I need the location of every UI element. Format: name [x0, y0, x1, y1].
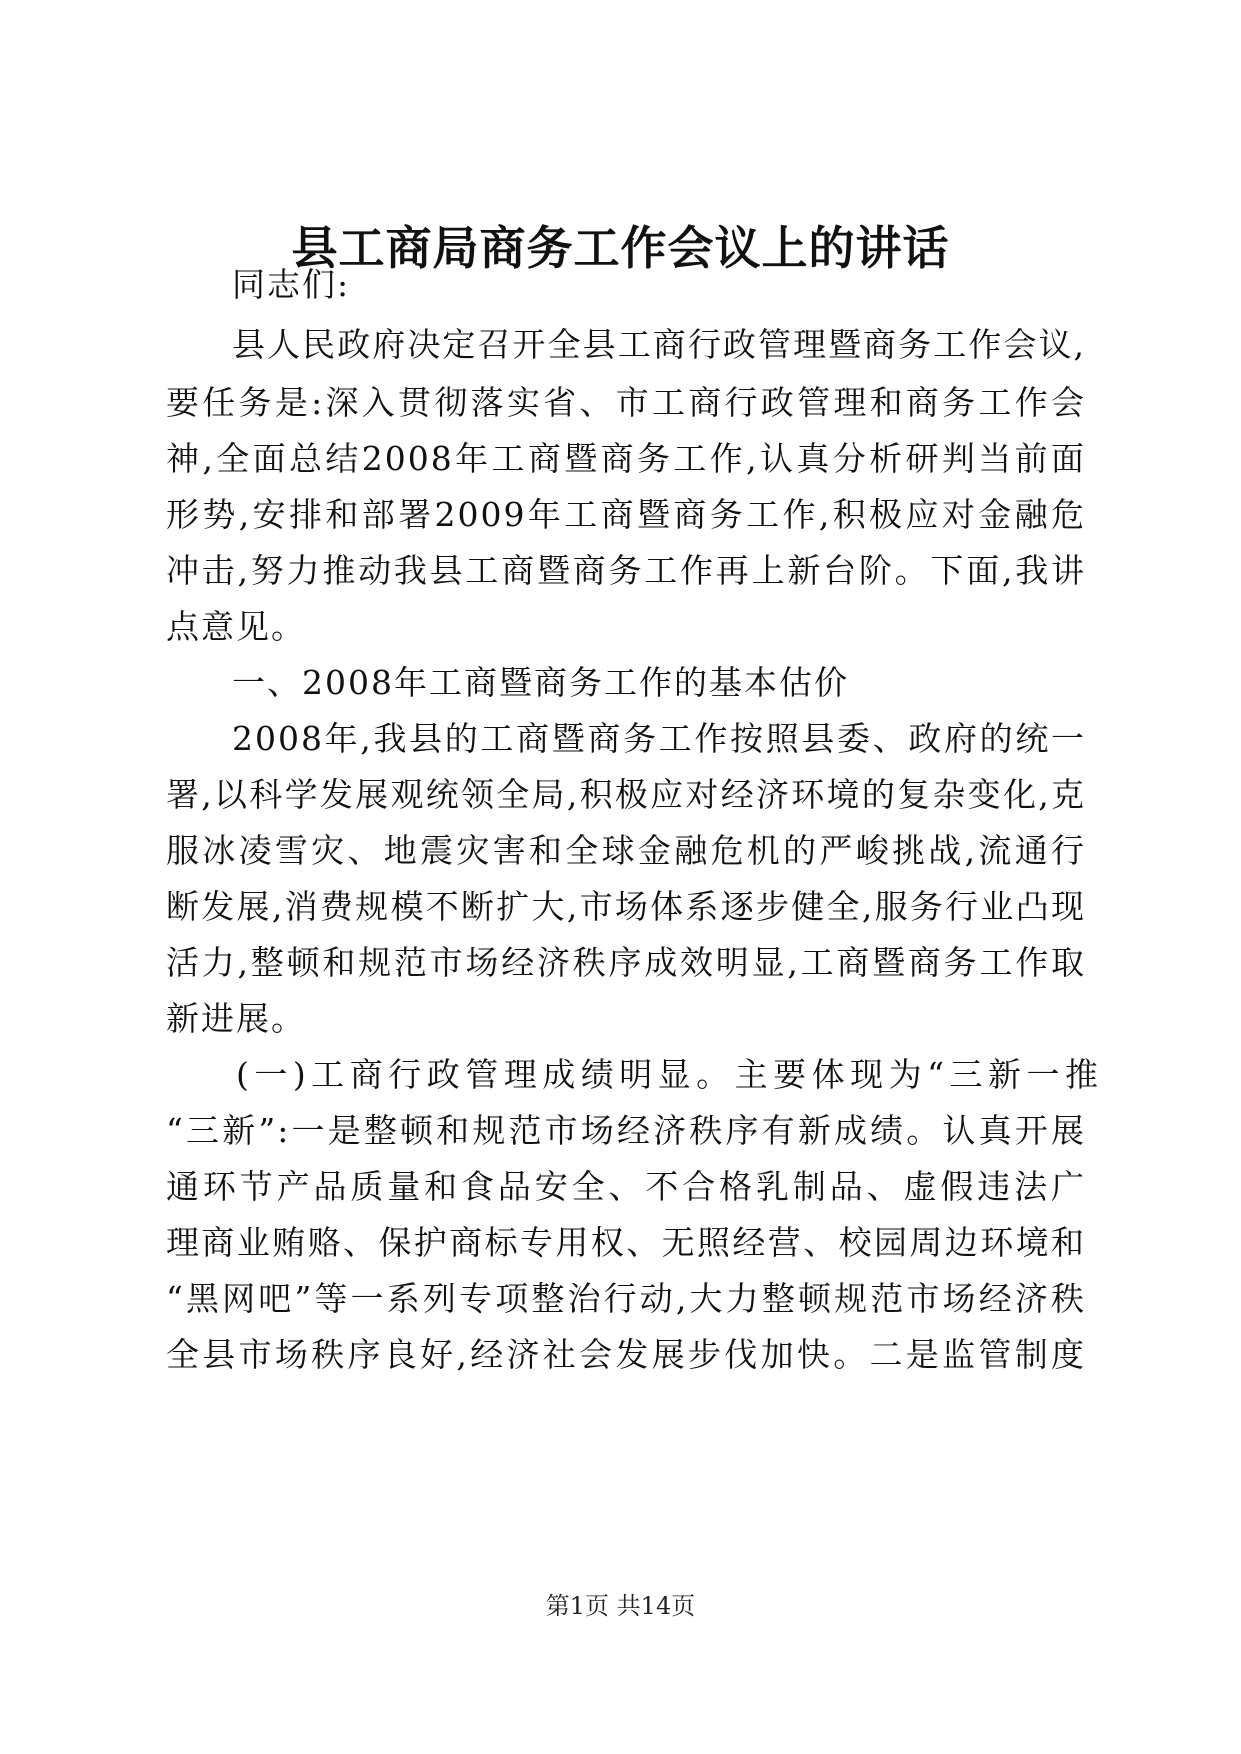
subsection-line: (一)工商行政管理成绩明显。主要体现为“三新一推 [236, 1055, 1100, 1094]
paragraph-line: 通环节产品质量和食品安全、不合格乳制品、虚假违法广 [166, 1167, 1086, 1206]
paragraph-line: 冲击,努力推动我县工商暨商务工作再上新台阶。下面,我讲 [166, 551, 1086, 590]
paragraph-line: 署,以科学发展观统领全局,积极应对经济环境的复杂变化,克 [166, 775, 1086, 814]
paragraph-line: 理商业贿赂、保护商标专用权、无照经营、校园周边环境和 [166, 1223, 1086, 1262]
paragraph-line: 点意见。 [166, 607, 306, 646]
paragraph-line: 断发展,消费规模不断扩大,市场体系逐步健全,服务行业凸现 [166, 887, 1086, 926]
paragraph-line: 神,全面总结2008年工商暨商务工作,认真分析研判当前面 [166, 439, 1086, 478]
document-title: 县工商局商务工作会议上的讲话 [291, 221, 950, 275]
paragraph-line: 2008年,我县的工商暨商务工作按照县委、政府的统一 [232, 719, 1086, 758]
paragraph-line: 形势,安排和部署2009年工商暨商务工作,积极应对金融危 [166, 495, 1086, 534]
salutation-line: 同志们: [232, 265, 351, 304]
paragraph-line: 全县市场秩序良好,经济社会发展步伐加快。二是监管制度 [166, 1335, 1086, 1374]
section-heading: 一、2008年工商暨商务工作的基本估价 [232, 663, 849, 702]
paragraph-line: 活力,整顿和规范市场经济秩序成效明显,工商暨商务工作取 [166, 943, 1086, 982]
paragraph-line: “三新”:一是整顿和规范市场经济秩序有新成绩。认真开展 [166, 1111, 1086, 1150]
paragraph-line: 要任务是:深入贯彻落实省、市工商行政管理和商务工作会 [166, 383, 1086, 422]
paragraph-line: 县人民政府决定召开全县工商行政管理暨商务工作会议, [232, 325, 1086, 364]
paragraph-line: 服冰凌雪灾、地震灾害和全球金融危机的严峻挑战,流通行 [166, 831, 1086, 870]
page-number-footer: 第1页 共14页 [545, 1592, 696, 1620]
paragraph-line: “黑网吧”等一系列专项整治行动,大力整顿规范市场经济秩 [166, 1279, 1086, 1318]
paragraph-line: 新进展。 [166, 999, 306, 1038]
